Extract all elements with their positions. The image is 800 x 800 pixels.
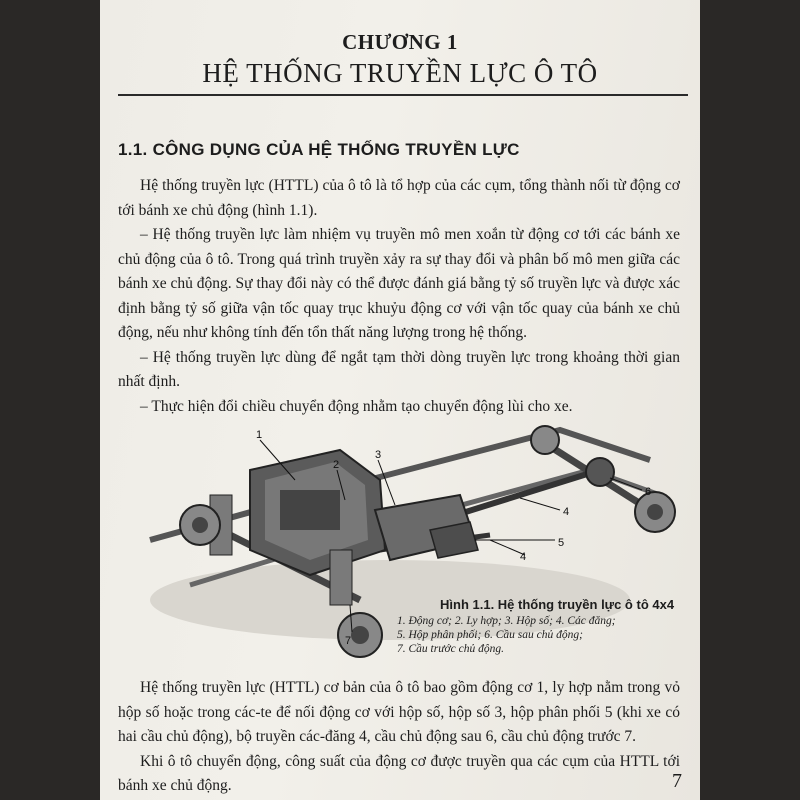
label-gearbox: 3: [375, 449, 382, 461]
label-front-axle: 7: [345, 635, 352, 647]
paragraph: Khi ô tô chuyển động, công suất của động cơ được truyền qua các cụm của HTTL tới bánh xe chủ động.: [118, 752, 680, 794]
paragraph: Hệ thống truyền lực (HTTL) của ô tô là tổ hợp của các cụm, tổng thành nối từ động cơ tới bánh xe chủ động (hình 1.1).: [118, 177, 680, 219]
section-heading: 1.1. CÔNG DỤNG CỦA HỆ THỐNG TRUYỀN LỰC: [118, 140, 520, 159]
chapter-number: CHƯƠNG 1: [342, 30, 458, 54]
label-transfer-case: 5: [558, 537, 565, 549]
title-rule: [118, 94, 688, 96]
figure-title: Hình 1.1. Hệ thống truyền lực ô tô 4x4: [440, 597, 675, 612]
figure-caption: [397, 614, 687, 656]
caption-line: 5. Hộp phân phối; 6. Cầu sau chủ động;: [397, 629, 583, 641]
label-engine: 1: [256, 429, 263, 441]
body-text-after-figure: [118, 676, 680, 799]
paragraph: – Hệ thống truyền lực làm nhiệm vụ truyền mô men xoắn từ động cơ tới các bánh xe chủ động của ô tô. Trong quá trình truyền xảy ra sự thay đổi và phân bố mô men giữa các bánh xe chủ động. Sự thay đổi này có thể được đánh giá bằng tỷ số truyền lực và được xác định bằng tỷ số giữa vận tốc quay trục khuỷu động cơ với vận tốc quay của bánh xe chủ động, nếu như không tính đến tổn thất năng lượng trong hệ thống.: [118, 226, 680, 341]
label-rear-axle: 6: [645, 486, 652, 498]
caption-line: 7. Cầu trước chủ động.: [397, 643, 504, 655]
chapter-title: HỆ THỐNG TRUYỀN LỰC Ô TÔ: [202, 58, 598, 88]
label-clutch: 2: [333, 459, 340, 471]
paragraph: Hệ thống truyền lực (HTTL) cơ bản của ô tô bao gồm động cơ 1, ly hợp nằm trong vỏ hộp số hoặc trong các-te để nối động cơ với hộp số, hộp số 3, hộp phân phối 5 (khi xe có hai cầu chủ động), bộ truyền các-đăng 4, cầu chủ động sau 6, cầu chủ động trước 7.: [118, 679, 680, 745]
caption-line: 1. Động cơ; 2. Ly hợp; 3. Hộp số; 4. Các đăng;: [397, 615, 616, 627]
label-driveshaft-rear: 4: [563, 506, 570, 518]
body-text: [118, 174, 680, 419]
label-driveshaft-front: 4: [520, 551, 527, 563]
page-number: 7: [672, 770, 682, 792]
book-page: [100, 0, 700, 800]
paragraph: – Thực hiện đổi chiều chuyển động nhằm tạo chuyển động lùi cho xe.: [140, 397, 573, 415]
paragraph: – Hệ thống truyền lực dùng để ngắt tạm thời dòng truyền lực trong khoảng thời gian nhất định.: [118, 348, 680, 390]
